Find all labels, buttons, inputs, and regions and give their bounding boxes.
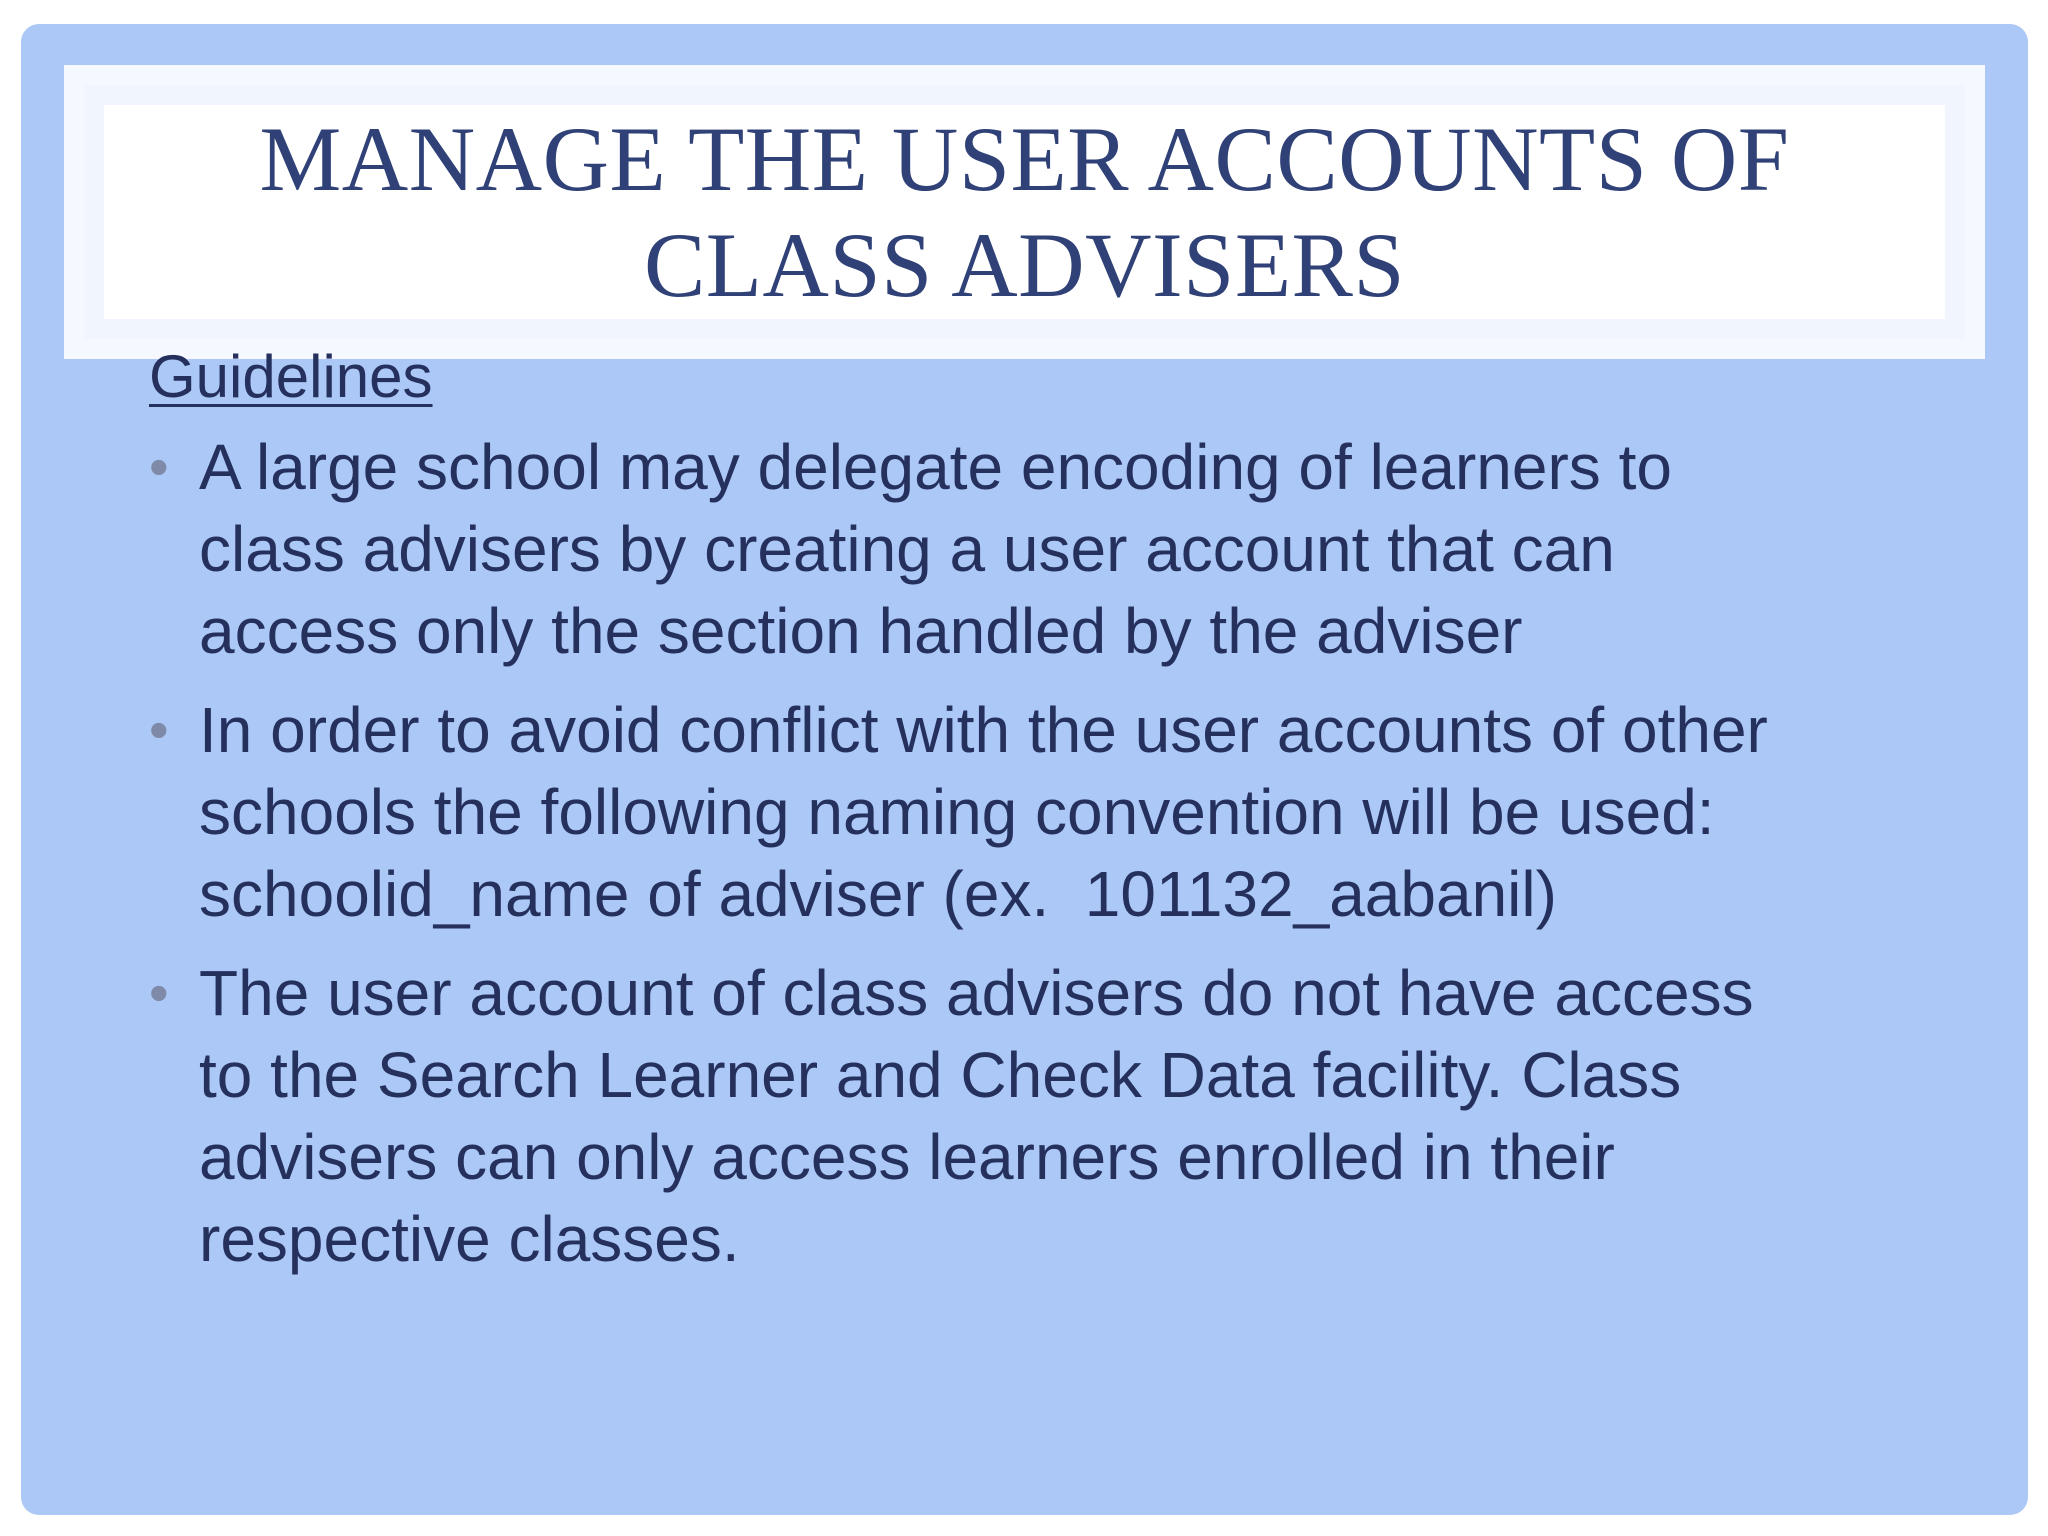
title-line-2: CLASS ADVISERS	[643, 214, 1406, 316]
guidelines-heading: Guidelines	[149, 343, 433, 410]
title-frame	[64, 65, 1985, 359]
bullet-dot-icon: •	[149, 698, 169, 761]
bullet-dot-icon: •	[149, 961, 169, 1024]
bullet-1-line-1: A large school may delegate encoding of learners to	[199, 431, 1672, 503]
bullet-3-line-4: respective classes.	[199, 1203, 740, 1275]
bullet-1-line-3: access only the section handled by the adviser	[199, 595, 1523, 667]
bullet-item-3	[149, 952, 1949, 1280]
bullet-2-line-3: schoolid_name of adviser (ex. 101132_aabanil)	[199, 858, 1557, 930]
bullet-text-3	[199, 952, 1939, 1280]
bullet-item-1	[149, 426, 1949, 672]
bullet-2-line-1: In order to avoid conflict with the user accounts of other	[199, 694, 1768, 766]
title-box	[104, 105, 1945, 319]
bullet-text-2	[199, 689, 1939, 935]
bullet-text-1	[199, 426, 1939, 672]
slide-title	[175, 106, 1875, 318]
slide	[21, 24, 2028, 1515]
bullet-dot-icon: •	[149, 435, 169, 498]
bullet-3-line-3: advisers can only access learners enrolled in their	[199, 1121, 1615, 1193]
bullet-3-line-1: The user account of class advisers do not have access	[199, 957, 1754, 1029]
slide-content	[149, 342, 1949, 1297]
bullet-2-line-2: schools the following naming convention will be used:	[199, 776, 1715, 848]
bullet-1-line-2: class advisers by creating a user account that can	[199, 513, 1615, 585]
title-line-1: MANAGE THE USER ACCOUNTS OF	[259, 108, 1790, 210]
guidelines-list	[149, 426, 1949, 1280]
bullet-3-line-2: to the Search Learner and Check Data facility. Class	[199, 1039, 1682, 1111]
bullet-item-2	[149, 689, 1949, 935]
